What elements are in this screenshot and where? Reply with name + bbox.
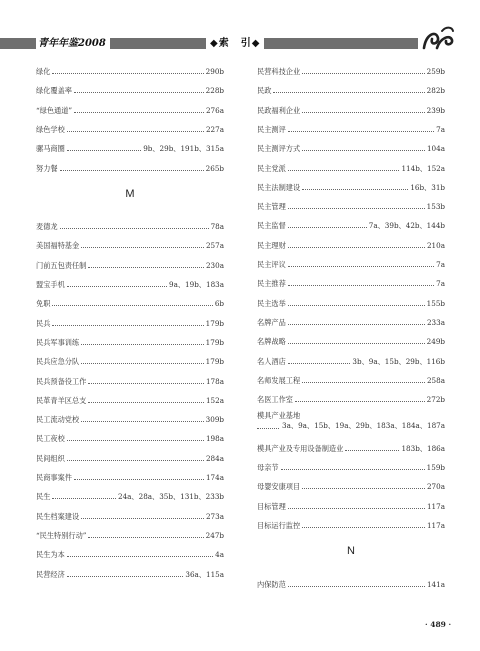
index-entry (36, 431, 224, 443)
index-entry (36, 258, 224, 270)
index-entry (257, 64, 445, 76)
index-entry (36, 567, 224, 579)
dot-leader (288, 265, 434, 267)
entry-pages: 247b (205, 530, 224, 540)
entry-pages: 282b (426, 86, 445, 96)
dot-leader (52, 497, 116, 499)
index-entry (36, 316, 224, 328)
index-entry (257, 141, 445, 153)
dot-leader (67, 459, 204, 461)
entry-term: 民主监督 (257, 221, 286, 231)
entry-term: 模具产业及专用设备制造业 (257, 443, 344, 453)
index-entry (257, 577, 445, 589)
entry-pages: 249b (426, 337, 445, 347)
page-number: · 489 · (425, 620, 452, 629)
index-entry (36, 219, 224, 231)
entry-term: 美国福特基金 (36, 241, 80, 251)
entry-pages: 104a (426, 144, 445, 154)
index-entry (36, 412, 224, 424)
entry-pages: 159b (426, 463, 445, 472)
entry-pages: 9b、29b、191b、315a (143, 144, 224, 154)
entry-pages: 114b、152a (401, 163, 445, 173)
dot-leader (288, 585, 425, 587)
entry-term: 目标运行监控 (257, 520, 301, 530)
yearbook-logo-icon (420, 24, 456, 54)
index-entry (257, 83, 445, 95)
book-title: 青年年鉴2008 (36, 37, 110, 50)
dot-leader (81, 517, 204, 519)
index-entry (36, 393, 224, 405)
index-entry (257, 354, 445, 366)
dot-leader (288, 207, 425, 209)
index-entry (36, 335, 224, 347)
entry-term: 民商事案件 (36, 473, 72, 482)
entry-term: 名牌产品 (257, 317, 286, 327)
entry-pages: 179b (205, 337, 224, 347)
index-entry (257, 218, 445, 230)
entry-term: 民主理财 (257, 240, 286, 250)
entry-pages: 9a、19b、183a (169, 280, 224, 289)
entry-term: 民营经济 (36, 569, 65, 579)
entry-pages: 16b、31b (410, 182, 445, 192)
dot-leader (288, 362, 351, 364)
dot-leader (288, 169, 400, 171)
entry-pages: 259b (426, 67, 445, 76)
index-entry (257, 103, 445, 115)
dot-leader (81, 246, 204, 248)
dot-leader (60, 227, 209, 229)
dot-leader (81, 420, 204, 422)
dot-leader (302, 149, 425, 151)
entry-term: “民生特别行动” (36, 530, 87, 540)
entry-term: 民兵预备役工作 (36, 376, 87, 386)
entry-pages: 178a (205, 376, 224, 386)
entry-term: 努力餐 (36, 163, 58, 173)
entry-pages: 233a (426, 317, 445, 327)
dot-leader (288, 304, 425, 306)
entry-term: 民政 (257, 86, 272, 96)
dot-leader (288, 130, 434, 132)
dot-leader (74, 91, 204, 93)
dot-leader (88, 382, 204, 384)
entry-pages: 273a (205, 511, 224, 521)
dot-leader (60, 169, 204, 171)
entry-term: 门前五包责任制 (36, 260, 87, 270)
dot-leader (281, 468, 425, 470)
index-entry (257, 315, 445, 327)
entry-pages: 141a (426, 579, 445, 589)
index-entry (257, 411, 445, 433)
index-entry (257, 392, 445, 404)
dot-leader (81, 362, 204, 364)
index-entry (257, 479, 445, 491)
dot-leader (52, 324, 203, 326)
entry-pages: 179b (205, 318, 224, 328)
entry-pages: 6b (214, 299, 224, 309)
entry-term: 名师发展工程 (257, 375, 301, 385)
entry-pages: 227a (205, 124, 224, 134)
dot-leader (302, 72, 425, 74)
entry-term: 民兵应急分队 (36, 357, 80, 367)
index-entry (36, 277, 224, 289)
dot-leader (288, 342, 425, 344)
entry-pages: 3a、9a、15b、19a、29b、183a、184a、187a (282, 421, 445, 431)
index-entry (36, 509, 224, 521)
dot-leader (302, 111, 425, 113)
running-header (0, 0, 480, 56)
dot-leader (74, 478, 204, 480)
dot-leader (67, 439, 204, 441)
entry-pages: 7a (436, 260, 445, 269)
index-entry (36, 296, 224, 308)
entry-pages: 4a (215, 550, 224, 560)
entry-pages: 272b (426, 395, 445, 405)
section-title: ◆索 引◆ (206, 37, 264, 50)
dot-leader (81, 343, 204, 345)
entry-term: 民兵军事训练 (36, 337, 80, 347)
dot-leader (257, 428, 279, 429)
dot-leader (52, 72, 203, 74)
entry-term: 名牌战略 (257, 337, 286, 347)
entry-term: 民营科技企业 (257, 67, 301, 76)
dot-leader (288, 284, 434, 286)
entry-term: 盟宝手机 (36, 280, 65, 289)
entry-term: 目标管理 (257, 501, 286, 511)
index-entry (257, 276, 445, 288)
entry-pages: 152a (205, 395, 224, 405)
index-entry (257, 518, 445, 530)
dot-leader (74, 111, 204, 113)
entry-term: 绿化覆盖率 (36, 86, 72, 96)
index-entry (257, 334, 445, 346)
dot-leader (67, 285, 167, 287)
entry-pages: 258a (426, 375, 445, 385)
dot-leader (345, 449, 399, 451)
dot-leader (88, 401, 204, 403)
entry-term: 民主推荐 (257, 279, 286, 289)
index-entry (36, 64, 224, 76)
entry-term: 民主管理 (257, 202, 286, 212)
entry-term: 民主党派 (257, 163, 286, 173)
dot-leader (67, 575, 184, 577)
entry-term: 民主选举 (257, 298, 286, 308)
entry-term: 麦德龙 (36, 222, 58, 232)
entry-pages: 155b (426, 298, 445, 308)
entry-pages: 309b (205, 415, 224, 425)
entry-pages: 153b (426, 202, 445, 212)
entry-term: 母婴安康项目 (257, 482, 301, 492)
entry-term: 民主法制建设 (257, 182, 301, 192)
entry-term: 民兵 (36, 318, 51, 328)
entry-pages: 265b (205, 163, 224, 173)
index-entry (257, 199, 445, 211)
entry-term: 民生 (36, 492, 51, 502)
dot-leader (302, 381, 425, 383)
entry-term: 模具产业基地 (257, 411, 301, 421)
entry-pages: 210a (426, 240, 445, 250)
index-entry (36, 161, 224, 173)
index-entry (36, 470, 224, 482)
entry-term: 民革青羊区总支 (36, 395, 87, 405)
index-entry (36, 547, 224, 559)
dot-leader (288, 323, 425, 325)
entry-pages: 117a (426, 520, 445, 530)
entry-pages: 228b (205, 86, 224, 96)
index-entry (257, 296, 445, 308)
dot-leader (88, 536, 203, 538)
dot-leader (288, 507, 425, 509)
index-entry (36, 83, 224, 95)
entry-term: 民主测评方式 (257, 144, 301, 154)
dot-leader (302, 487, 425, 489)
entry-term: 免职 (36, 299, 51, 309)
entry-pages: 36a、115a (185, 569, 224, 579)
dot-leader (302, 526, 425, 528)
entry-pages: 179b (205, 357, 224, 367)
entry-term: 母亲节 (257, 463, 279, 472)
index-entry (257, 460, 445, 472)
entry-pages: 284a (205, 453, 224, 463)
entry-term: 民工夜校 (36, 434, 65, 444)
entry-term: 内保防范 (257, 579, 286, 589)
entry-term: 民政福利企业 (257, 105, 301, 115)
entry-term: 民间组织 (36, 453, 65, 463)
dot-leader (302, 188, 408, 190)
index-letter-heading: N (347, 545, 355, 558)
entry-pages: 270a (426, 482, 445, 492)
entry-pages: 174a (205, 473, 224, 482)
entry-pages: 290b (205, 67, 224, 76)
entry-term: 民主评议 (257, 260, 286, 269)
entry-pages: 78a (210, 222, 224, 232)
index-entry (257, 161, 445, 173)
dot-leader (67, 555, 213, 557)
index-entry (36, 354, 224, 366)
index-entry (36, 374, 224, 386)
index-letter-heading: M (125, 187, 135, 200)
index-entry (257, 238, 445, 250)
entry-pages: 239b (426, 105, 445, 115)
entry-term: 名医工作室 (257, 395, 293, 405)
entry-term: 骡马商圈 (36, 144, 65, 154)
entry-pages: 7a、39b、42b、144b (368, 221, 445, 231)
entry-pages: 117a (426, 501, 445, 511)
entry-term: 民生为本 (36, 550, 65, 560)
index-entry (257, 122, 445, 134)
dot-leader (288, 226, 367, 228)
entry-pages: 230a (205, 260, 224, 270)
index-entry (36, 103, 224, 115)
entry-term: 绿色学校 (36, 124, 65, 134)
dot-leader (67, 149, 141, 151)
entry-pages: 276a (205, 105, 224, 115)
dot-leader (52, 304, 212, 306)
index-entry (36, 528, 224, 540)
dot-leader (67, 130, 204, 132)
index-entry (257, 257, 445, 269)
entry-term: “绿色通道” (36, 105, 73, 115)
entry-term: 民生档案建设 (36, 511, 80, 521)
entry-pages: 257a (205, 241, 224, 251)
index-entry (257, 441, 445, 453)
entry-pages: 198a (205, 434, 224, 444)
entry-pages: 7a (436, 124, 445, 134)
index-entry (36, 451, 224, 463)
entry-term: 民主测评 (257, 124, 286, 134)
index-entry (257, 499, 445, 511)
entry-pages: 24a、28a、35b、131b、233b (118, 492, 224, 502)
entry-term: 绿化 (36, 67, 51, 76)
index-entry (257, 373, 445, 385)
entry-pages: 183b、186a (401, 443, 445, 453)
dot-leader (88, 266, 204, 268)
entry-pages: 7a (436, 279, 445, 289)
index-entry (36, 122, 224, 134)
dot-leader (273, 91, 424, 93)
entry-pages: 3b、9a、15b、29b、116b (352, 356, 445, 366)
entry-term: 名人酒店 (257, 356, 286, 366)
entry-term: 民工流动党校 (36, 415, 80, 425)
index-entry (257, 180, 445, 192)
dot-leader (288, 246, 425, 248)
dot-leader (295, 400, 425, 402)
index-entry (36, 489, 224, 501)
index-entry (36, 238, 224, 250)
index-entry (36, 141, 224, 153)
